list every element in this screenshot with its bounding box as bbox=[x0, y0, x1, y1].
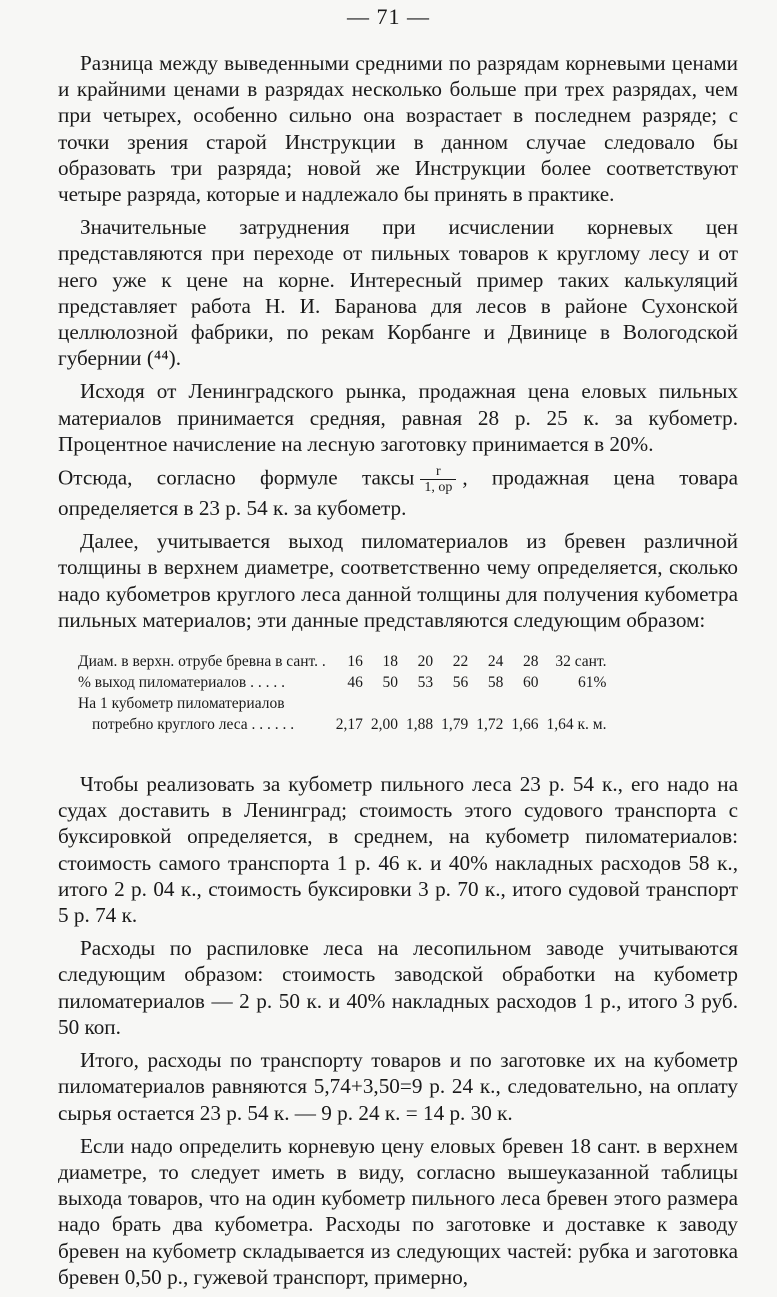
paragraph-total: Итого, расходы по транспорту товаров и по заготовке их на кубометр пиломатериалов равняются 5,74+3,50=9 р. 24 к., следовательно, на оплату сырья остается 23 р. 54 к. — 9 р. 24 к. = 14 р. 30 к. bbox=[58, 1048, 738, 1125]
table-cell: 60 bbox=[523, 674, 539, 692]
table-cell: 32 сант. bbox=[555, 653, 607, 671]
body-text bbox=[58, 50, 738, 1297]
row-label: потребно круглого леса . . . . . . bbox=[92, 716, 295, 734]
table-cell: 61% bbox=[578, 674, 607, 692]
paragraph-table-intro: Далее, учитывается выход пиломатериалов из бревен различной толщины в верхнем диаметре, соответственно чему определяется, сколько надо кубометров круглого леса данной толщины для получения кубометра пильных материалов; эти данные представляются следующим образом: bbox=[58, 529, 738, 632]
table-cell: 1,66 bbox=[511, 716, 539, 734]
paragraph-rank-prices: Разница между выведенными средними по разрядам корневыми ценами и крайними ценами в разрядах несколько больше при трех разрядах, чем при четырех, особенно сильно она возрастает в последнем разряде; с точки зрения старой Инструкции в данном случае следовало бы образовать три разряда; новой же Инструкции более соответствуют четыре разряда, которые и надлежало бы принять в практике. bbox=[58, 51, 738, 207]
table-cell: 24 bbox=[487, 653, 504, 671]
table-cell bbox=[402, 693, 437, 714]
table-cell: 1,72 bbox=[476, 716, 504, 734]
table-cell bbox=[543, 693, 611, 714]
paragraph-root-price: Если надо определить корневую цену еловых бревен 18 сант. в верхнем диаметре, то следует иметь в виду, согласно вышеуказанной таблицы выхода товаров, что на один кубометр пильного леса бревен этого размера надо брать два кубометра. Расходы по заготовке и доставке к заводу бревен на кубометр складывается из следующих частей: рубка и заготовка бревен 0,50 р., гужевой транспорт, примерно, bbox=[58, 1133, 738, 1289]
tax-formula-fraction bbox=[420, 464, 456, 495]
table-row-yield bbox=[74, 672, 610, 693]
table-row-round-wood-needed bbox=[74, 714, 610, 735]
formula-denominator: 1, op bbox=[420, 479, 456, 495]
paragraph-transport: Чтобы реализовать за кубометр пильного леса 23 р. 54 к., его надо на судах доставить в Ленинград; стоимость этого судового транспорта с буксировкой определяется, в среднем, на кубометр пиломатериалов: стоимость самого транспорта 1 р. 46 к. и 40% накладных расходов 58 к., итого 2 р. 04 к., стоимость буксировки 3 р. 70 к., итого судовой транспорт 5 р. 74 к. bbox=[58, 772, 738, 928]
table-cell bbox=[472, 693, 507, 714]
table-cell bbox=[332, 693, 367, 714]
table-cell: 28 bbox=[523, 653, 539, 671]
table-cell: 50 bbox=[382, 674, 398, 692]
table-cell: 46 bbox=[347, 674, 363, 692]
table-cell: 16 bbox=[347, 653, 363, 671]
paragraph-sawing: Расходы по распиловке леса на лесопильном заводе учитываются следующим образом: стоимость заводской обработки на кубометр пиломатериалов — 2 р. 50 к. и 40% накладных расходов 1 р., итого 3 руб. 50 коп. bbox=[58, 936, 738, 1039]
table-cell bbox=[437, 693, 472, 714]
table-cell: 1,79 bbox=[441, 716, 469, 734]
row-label: % выход пиломатериалов . . . . . bbox=[78, 674, 285, 692]
paragraph-formula bbox=[58, 464, 738, 521]
row-label: Диам. в верхн. отрубе бревна в сант. . bbox=[78, 653, 326, 671]
formula-text-before: Отсюда, согласно формуле таксы bbox=[58, 465, 415, 490]
table-cell: 2,17 bbox=[335, 716, 363, 734]
table-cell: 2,00 bbox=[370, 716, 398, 734]
table-cell bbox=[507, 693, 542, 714]
table-cell: 53 bbox=[417, 674, 434, 692]
table-cell: 20 bbox=[417, 653, 434, 671]
yield-table bbox=[74, 651, 610, 735]
row-label: На 1 кубометр пиломатериалов bbox=[78, 695, 285, 713]
table-row-per-cubic-meter bbox=[74, 693, 610, 714]
table-cell bbox=[367, 693, 402, 714]
table-cell: 1,64 к. м. bbox=[546, 716, 607, 734]
formula-text-after: , продажная цена товара определяется в 23 р. 54 к. за кубометр. bbox=[58, 465, 738, 521]
table-row-diameter bbox=[74, 651, 610, 672]
table-cell: 1,88 bbox=[406, 716, 434, 734]
table-cell: 56 bbox=[452, 674, 469, 692]
paragraph-difficulties: Значительные затруднения при исчислении корневых цен представляются при переходе от пильных товаров к круглому лесу и от него уже к цене на корне. Интересный пример таких калькуляций представляет работа Н. И. Баранова для лесов в районе Сухонской целлюлозной фабрики, по рекам Корбанге и Двинице в Вологодской губернии (⁴⁴). bbox=[58, 215, 738, 371]
table-cell: 22 bbox=[452, 653, 469, 671]
formula-numerator: r bbox=[435, 464, 441, 480]
table-cell: 58 bbox=[487, 674, 504, 692]
table-cell: 18 bbox=[382, 653, 398, 671]
page-number: — 71 — bbox=[347, 4, 430, 29]
paragraph-leningrad-market: Исходя от Ленинградского рынка, продажная цена еловых пильных материалов принимается средняя, равная 28 р. 25 к. за кубометр. Процентное начисление на лесную заготовку принимается в 20%. bbox=[58, 379, 738, 456]
